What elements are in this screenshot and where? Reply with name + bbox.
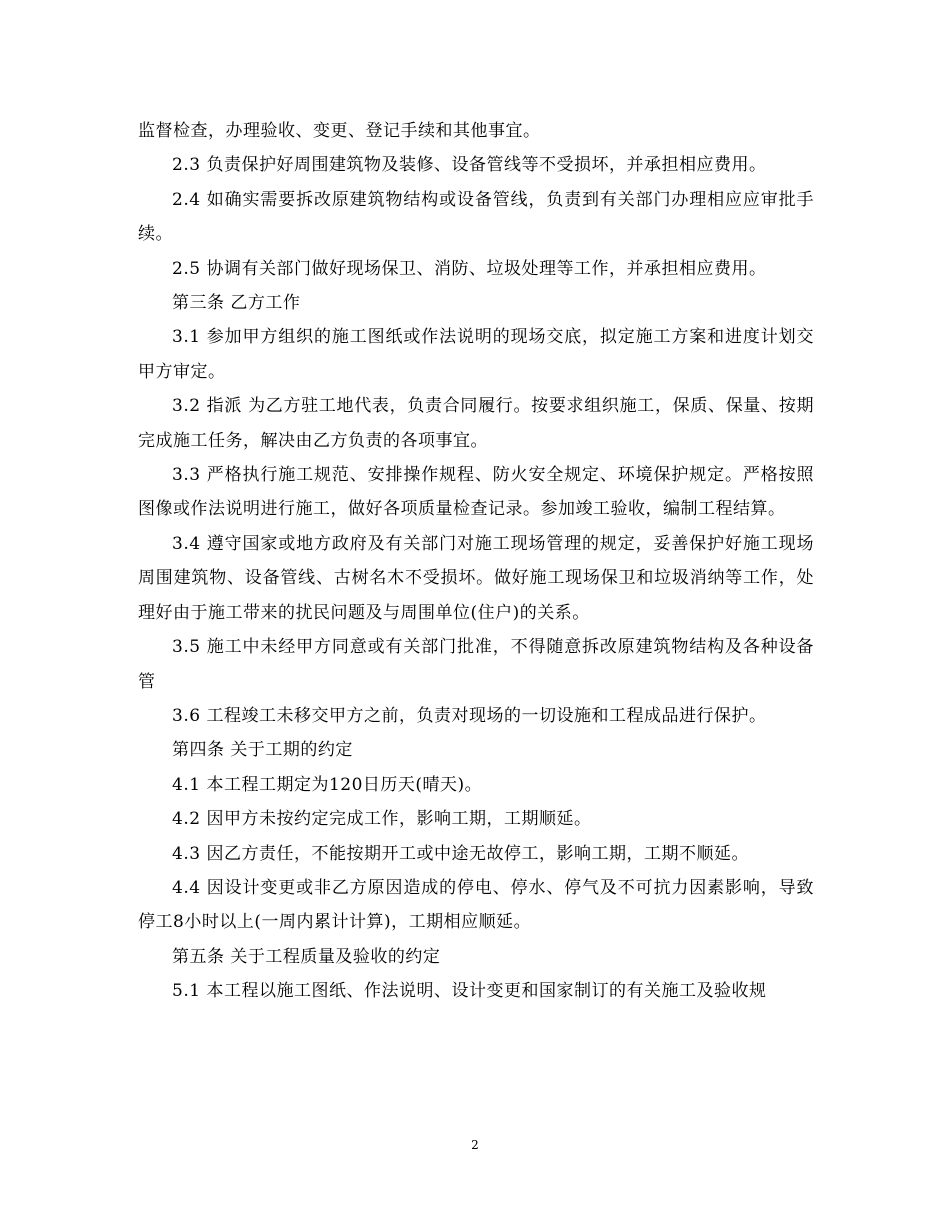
section-heading: 第五条 关于工程质量及验收的约定	[172, 946, 441, 967]
paragraph: 3.3 严格执行施工规范、安排操作规程、防火安全规定、环境保护规定。严格按照图像或作法说明进行施工，做好各项质量检查记录。参加竣工验收，编制工程结算。	[138, 465, 814, 520]
paragraph: 2.5 协调有关部门做好现场保卫、消防、垃圾处理等工作，并承担相应费用。	[172, 258, 767, 279]
paragraph: 4.4 因设计变更或非乙方原因造成的停电、停水、停气及不可抗力因素影响，导致停工8小时以上(一周内累计计算)，工期相应顺延。	[138, 877, 814, 933]
paragraph: 4.1 本工程工期定为120日历天(晴天)。	[172, 774, 483, 795]
paragraph: 2.4 如确实需要拆改原建筑物结构或设备管线，负责到有关部门办理相应应审批手续。	[138, 189, 814, 245]
paragraph: 3.5 施工中未经甲方同意或有关部门批准，不得随意拆改原建筑物结构及各种设备管	[138, 637, 814, 692]
paragraph: 2.3 负责保护好周围建筑物及装修、设备管线等不受损坏，并承担相应费用。	[172, 155, 767, 176]
paragraph: 3.4 遵守国家或地方政府及有关部门对施工现场管理的规定，妥善保护好施工现场周围建筑物、设备管线、古树名木不受损坏。做好施工现场保卫和垃圾消纳等工作，处理好由于施工带来的扰民问题及与周围单位(住户)的关系。	[138, 533, 814, 623]
paragraph: 4.2 因甲方未按约定完成工作，影响工期，工期顺延。	[172, 809, 592, 830]
paragraph: 5.1 本工程以施工图纸、作法说明、设计变更和国家制订的有关施工及验收规	[172, 981, 767, 1002]
document-body	[138, 114, 814, 1009]
paragraph: 3.2 指派 为乙方驻工地代表，负责合同履行。按要求组织施工，保质、保量、按期完成施工任务，解决由乙方负责的各项事宜。	[138, 396, 814, 451]
page-number: 2	[471, 1138, 479, 1152]
section-heading: 第四条 关于工期的约定	[172, 740, 353, 761]
section-heading: 第三条 乙方工作	[172, 293, 301, 314]
paragraph: 3.1 参加甲方组织的施工图纸或作法说明的现场交底，拟定施工方案和进度计划交甲方审定。	[138, 327, 814, 382]
paragraph: 3.6 工程竣工未移交甲方之前，负责对现场的一切设施和工程成品进行保护。	[172, 705, 767, 726]
paragraph: 监督检查，办理验收、变更、登记手续和其他事宜。	[138, 121, 541, 141]
paragraph: 4.3 因乙方责任，不能按期开工或中途无故停工，影响工期，工期不顺延。	[172, 843, 749, 864]
